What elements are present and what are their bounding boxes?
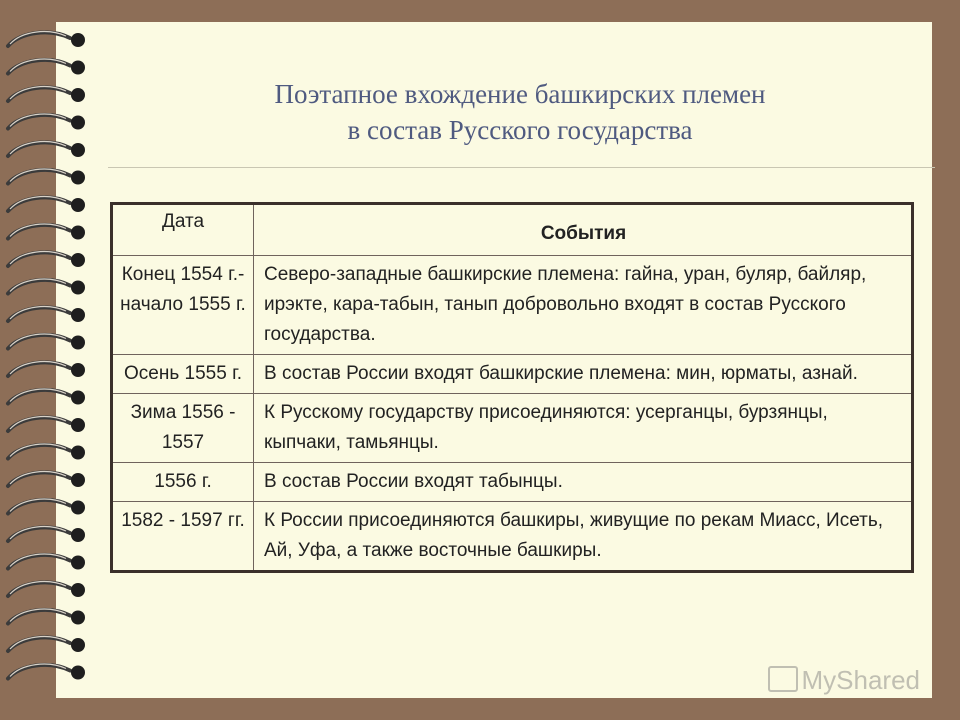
table-header-row bbox=[112, 204, 913, 256]
spiral-hole bbox=[71, 501, 85, 515]
table-row bbox=[112, 256, 913, 355]
spiral-hole bbox=[71, 418, 85, 432]
title-divider bbox=[108, 167, 935, 168]
row-date: 1582 - 1597 гг. bbox=[112, 502, 254, 572]
table-row bbox=[112, 502, 913, 572]
row-event: В состав России входят табынцы. bbox=[254, 463, 913, 502]
title-line-1: Поэтапное вхождение башкирских племен bbox=[274, 79, 766, 109]
header-events: События bbox=[254, 204, 913, 256]
events-table bbox=[110, 202, 914, 573]
spiral-hole bbox=[71, 666, 85, 680]
row-date: Осень 1555 г. bbox=[112, 355, 254, 394]
presentation-icon bbox=[768, 666, 798, 692]
spiral-hole bbox=[71, 198, 85, 212]
spiral-hole bbox=[71, 446, 85, 460]
watermark bbox=[768, 665, 921, 696]
spiral-hole bbox=[71, 611, 85, 625]
spiral-hole bbox=[71, 33, 85, 47]
spiral-hole bbox=[71, 143, 85, 157]
spiral-hole bbox=[71, 336, 85, 350]
spiral-hole bbox=[71, 61, 85, 75]
spiral-hole bbox=[71, 363, 85, 377]
row-event: Северо-западные башкирские племена: гайна, уран, буляр, байляр, ирэкте, кара-табын, танып добровольно входят в состав Русского государства. bbox=[254, 256, 913, 355]
row-date: Зима 1556 - 1557 bbox=[112, 394, 254, 463]
spiral-hole bbox=[71, 583, 85, 597]
spiral-hole bbox=[71, 253, 85, 267]
spiral-hole bbox=[71, 116, 85, 130]
header-date: Дата bbox=[112, 204, 254, 256]
spiral-hole bbox=[71, 391, 85, 405]
spiral-hole bbox=[71, 528, 85, 542]
spiral-hole bbox=[71, 88, 85, 102]
spiral-hole bbox=[71, 171, 85, 185]
row-event: К России присоединяются башкиры, живущие по рекам Миасс, Исеть, Ай, Уфа, а также восточные башкиры. bbox=[254, 502, 913, 572]
title-line-2: в состав Русского государства bbox=[347, 115, 693, 145]
spiral-hole bbox=[71, 226, 85, 240]
watermark-text: MyShared bbox=[801, 665, 920, 695]
spiral-hole bbox=[71, 308, 85, 322]
row-event: К Русскому государству присоединяются: усерганцы, бурзянцы, кыпчаки, тамьянцы. bbox=[254, 394, 913, 463]
row-date: Конец 1554 г.- начало 1555 г. bbox=[112, 256, 254, 355]
spiral-hole bbox=[71, 473, 85, 487]
table-row bbox=[112, 394, 913, 463]
spiral-hole bbox=[71, 638, 85, 652]
row-event: В состав России входят башкирские племена: мин, юрматы, азнай. bbox=[254, 355, 913, 394]
spiral-hole bbox=[71, 281, 85, 295]
spiral-hole bbox=[71, 556, 85, 570]
table-row bbox=[112, 355, 913, 394]
row-date: 1556 г. bbox=[112, 463, 254, 502]
table-row bbox=[112, 463, 913, 502]
spiral-binding bbox=[0, 30, 110, 690]
page-title bbox=[140, 76, 900, 148]
